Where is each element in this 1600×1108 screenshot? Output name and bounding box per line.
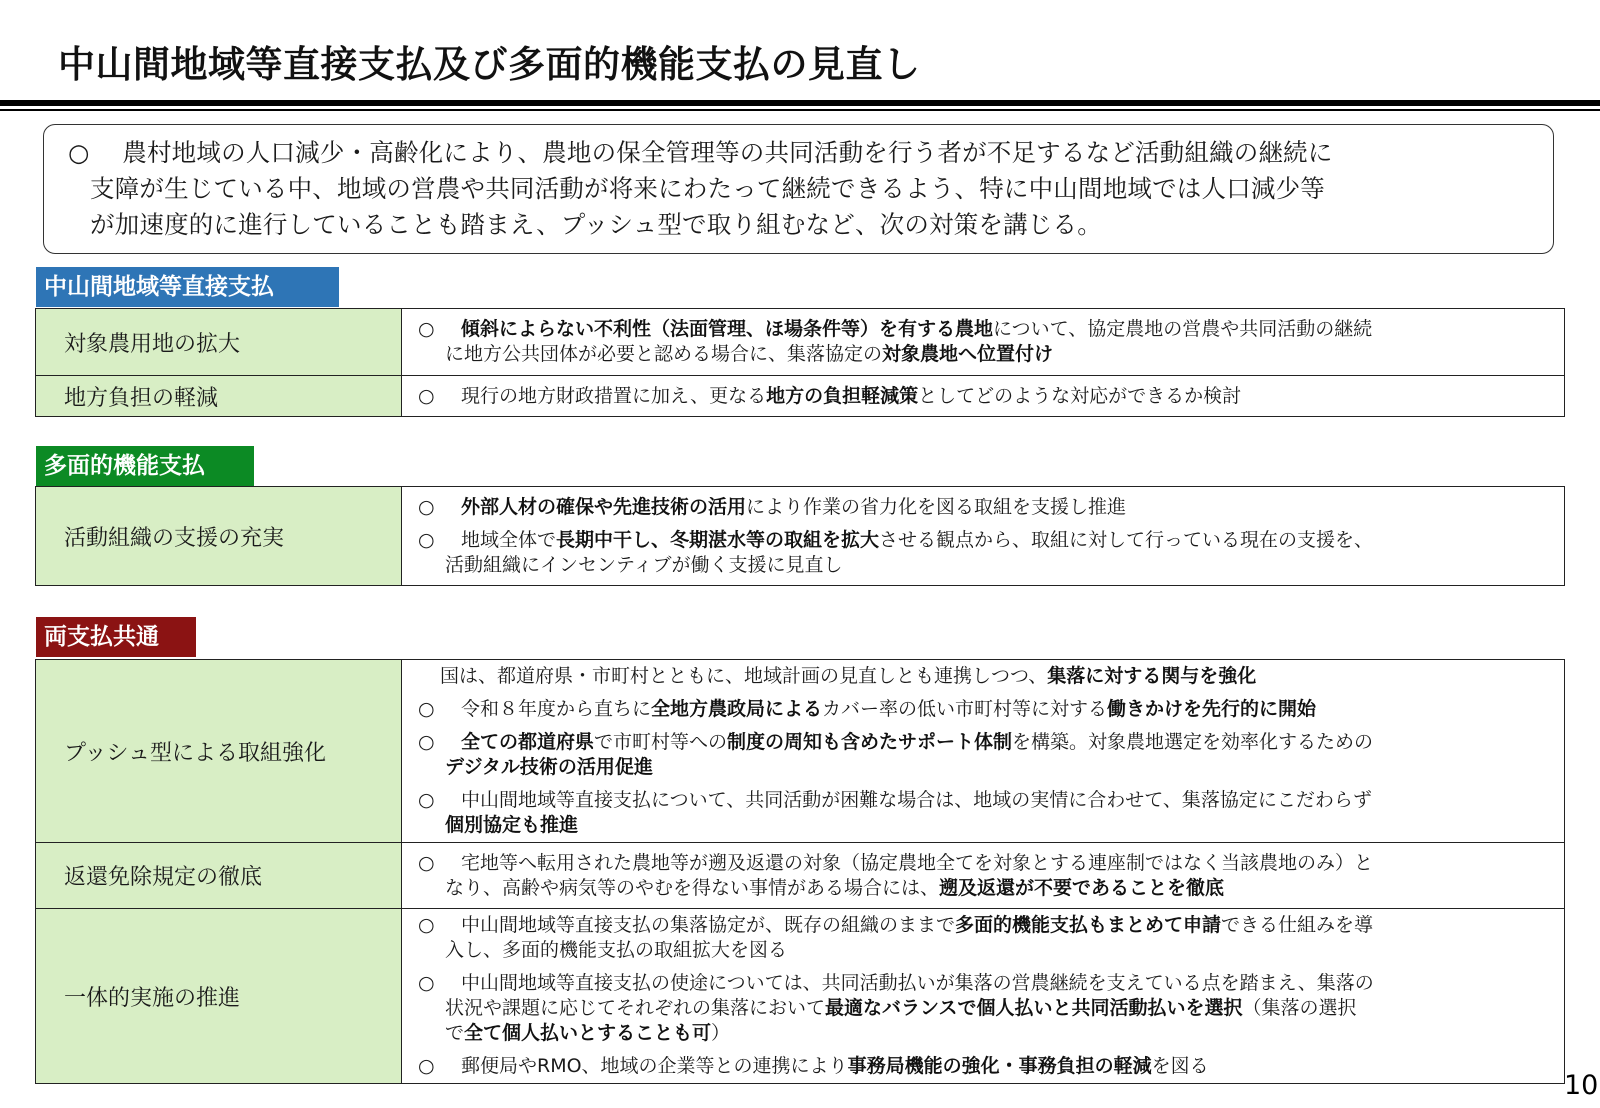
section-header-tamenteki: 多面的機能支払	[36, 446, 254, 486]
body-text: できる仕組みを導	[1221, 914, 1374, 936]
body-text: 中山間地域等直接支払について、共同活動が困難な場合は、地域の実情に合わせて、集落協定にこだわらず	[461, 789, 1372, 811]
body-text: ）	[711, 1022, 731, 1044]
emphasis-text: 集落に対する関与を強化	[1047, 665, 1257, 687]
body-text: により作業の省力化を図る取組を支援し推進	[746, 495, 1127, 518]
emphasis-text: 事務局機能の強化・事務負担の軽減	[847, 1055, 1152, 1077]
bullet-marker: ○	[418, 789, 435, 811]
body-text: 地域全体で	[461, 528, 557, 551]
intro-line-2: 支障が生じている中、地域の営農や共同活動が将来にわたって継続できるよう、特に中山間地域では人口減少等	[90, 174, 1325, 203]
emphasis-text: 全地方農政局による	[651, 698, 823, 720]
body-text: に地方公共団体が必要と認める場合に、集落協定の	[445, 343, 883, 365]
bullet-item	[418, 1054, 1550, 1079]
bullet-item	[418, 913, 1550, 963]
bullet-line	[461, 1054, 1550, 1079]
bullet-item	[418, 730, 1550, 780]
bullet-item	[418, 317, 1550, 367]
bullet-line	[461, 971, 1550, 996]
bullet-line	[461, 697, 1550, 722]
bullet-line	[461, 317, 1550, 342]
body-text: について、協定農地の営農や共同活動の継続	[993, 318, 1373, 340]
body-text: で市町村等への	[594, 731, 728, 753]
bullet-line	[461, 788, 1550, 813]
bullet-item	[418, 788, 1550, 838]
bullet-item	[418, 971, 1550, 1046]
emphasis-text: 外部人材の確保や先進技術の活用	[461, 495, 747, 518]
bullet-line	[445, 755, 1550, 780]
table-row	[36, 843, 1565, 909]
body-text: 中山間地域等直接支払の集落協定が、既存の組織のままで	[461, 914, 956, 936]
intro-line-3: が加速度的に進行していることも踏まえ、プッシュ型で取り組むなど、次の対策を講じる。	[90, 210, 1102, 239]
bullet-line	[461, 528, 1550, 553]
bullet-item	[418, 528, 1550, 578]
emphasis-text: 最適なバランスで個人払いと共同活動払いを選択	[825, 997, 1243, 1019]
bullet-line	[445, 342, 1550, 367]
table-row	[36, 309, 1565, 376]
table-row	[36, 660, 1565, 843]
body-text: 現行の地方財政措置に加え、更なる	[461, 384, 767, 407]
body-text: 令和８年度から直ちに	[461, 698, 652, 720]
table-kyotsu	[35, 659, 1565, 1084]
body-text: としてどのような対応ができるか検討	[918, 384, 1242, 407]
bullet-line	[445, 1021, 1550, 1046]
intro-line-1-text: 農村地域の人口減少・高齢化により、農地の保全管理等の共同活動を行う者が不足するなど活動組織の継続に	[122, 138, 1333, 167]
row-content	[402, 909, 1565, 1084]
bullet-line	[445, 876, 1550, 901]
bullet-marker: ○	[418, 851, 435, 874]
table-row	[36, 909, 1565, 1084]
emphasis-text: 働きかけを先行的に開始	[1107, 698, 1317, 720]
table-chusankan	[35, 308, 1565, 417]
bullet-item	[418, 697, 1550, 722]
bullet-item	[418, 495, 1550, 520]
emphasis-text: 傾斜によらない不利性（法面管理、ほ場条件等）を有する農地	[461, 318, 994, 340]
row-content	[402, 309, 1565, 376]
body-text: （集落の選択	[1242, 997, 1357, 1019]
body-text: 入し、多面的機能支払の取組拡大を図る	[445, 939, 788, 961]
lead-line	[418, 664, 1550, 689]
emphasis-text: 長期中干し、冬期湛水等の取組を拡大	[556, 528, 880, 551]
bullet-marker: ○	[418, 698, 435, 720]
row-content	[402, 843, 1565, 909]
bullet-marker: ○	[418, 495, 435, 518]
emphasis-text: 制度の周知も含めたサポート体制	[727, 731, 1013, 753]
bullet-line	[461, 730, 1550, 755]
bullet-line	[445, 938, 1550, 963]
body-text: させる観点から、取組に対して行っている現在の支援を、	[879, 528, 1374, 551]
bullet-line	[461, 384, 1550, 409]
emphasis-text: 遡及返還が不要であることを徹底	[939, 876, 1225, 899]
row-content	[402, 660, 1565, 843]
bullet-marker: ○	[418, 914, 435, 936]
body-text: なり、高齢や病気等のやむを得ない事情がある場合には、	[445, 876, 940, 899]
body-text: 郵便局やRMO、地域の企業等との連携により	[461, 1055, 848, 1077]
row-label: 活動組織の支援の充実	[36, 487, 402, 586]
intro-marker: ○	[68, 138, 90, 167]
body-text: 中山間地域等直接支払の使途については、共同活動払いが集落の営農継続を支えている点を踏まえ、集落の	[461, 972, 1374, 994]
section-header-chusankan: 中山間地域等直接支払	[36, 267, 339, 307]
row-label: プッシュ型による取組強化	[36, 660, 402, 843]
emphasis-text: 個別協定も推進	[445, 814, 579, 836]
body-text: 活動組織にインセンティブが働く支援に見直し	[445, 553, 843, 576]
emphasis-text: デジタル技術の活用促進	[445, 756, 653, 778]
row-content	[402, 376, 1565, 417]
title-rule-thick	[0, 100, 1600, 106]
bullet-line	[445, 996, 1550, 1021]
bullet-item	[418, 851, 1550, 901]
emphasis-text: 全ての都道府県	[461, 731, 595, 753]
bullet-marker: ○	[418, 528, 435, 551]
page-title: 中山間地域等直接支払及び多面的機能支払の見直し	[58, 43, 921, 86]
bullet-line	[461, 851, 1550, 876]
emphasis-text: 対象農地へ位置付け	[882, 343, 1054, 365]
bullet-line	[461, 495, 1550, 520]
body-text: で	[445, 1022, 465, 1044]
intro-box	[43, 124, 1554, 254]
title-rule-thin	[0, 109, 1600, 111]
bullet-line	[445, 553, 1550, 578]
section-header-kyotsu: 両支払共通	[36, 617, 196, 657]
body-text: 国は、都道府県・市町村とともに、地域計画の見直しとも連携しつつ、	[440, 665, 1048, 687]
row-label: 返還免除規定の徹底	[36, 843, 402, 909]
bullet-marker: ○	[418, 1055, 435, 1077]
intro-line-1	[68, 135, 1529, 171]
emphasis-text: 地方の負担軽減策	[766, 384, 919, 407]
bullet-line	[461, 913, 1550, 938]
bullet-marker: ○	[418, 731, 435, 753]
body-text: カバー率の低い市町村等に対する	[822, 698, 1108, 720]
row-content	[402, 487, 1565, 586]
bullet-line	[445, 813, 1550, 838]
intro-text	[68, 135, 1529, 243]
body-text: 状況や課題に応じてそれぞれの集落において	[445, 997, 826, 1019]
table-row	[36, 487, 1565, 586]
bullet-marker: ○	[418, 384, 435, 407]
table-tamenteki	[35, 486, 1565, 586]
row-label: 対象農用地の拡大	[36, 309, 402, 376]
row-label: 一体的実施の推進	[36, 909, 402, 1084]
body-text: を図る	[1151, 1055, 1209, 1077]
emphasis-text: 全て個人払いとすることも可	[464, 1022, 712, 1044]
body-text: を構築。対象農地選定を効率化するための	[1012, 731, 1374, 753]
bullet-marker: ○	[418, 318, 435, 340]
page-number: 10	[1564, 1070, 1599, 1101]
emphasis-text: 多面的機能支払もまとめて申請	[955, 914, 1222, 936]
row-label: 地方負担の軽減	[36, 376, 402, 417]
body-text: 宅地等へ転用された農地等が遡及返還の対象（協定農地全てを対象とする連座制ではなく当該農地のみ）と	[461, 851, 1374, 874]
bullet-item	[418, 384, 1550, 409]
bullet-marker: ○	[418, 972, 435, 994]
table-row	[36, 376, 1565, 417]
